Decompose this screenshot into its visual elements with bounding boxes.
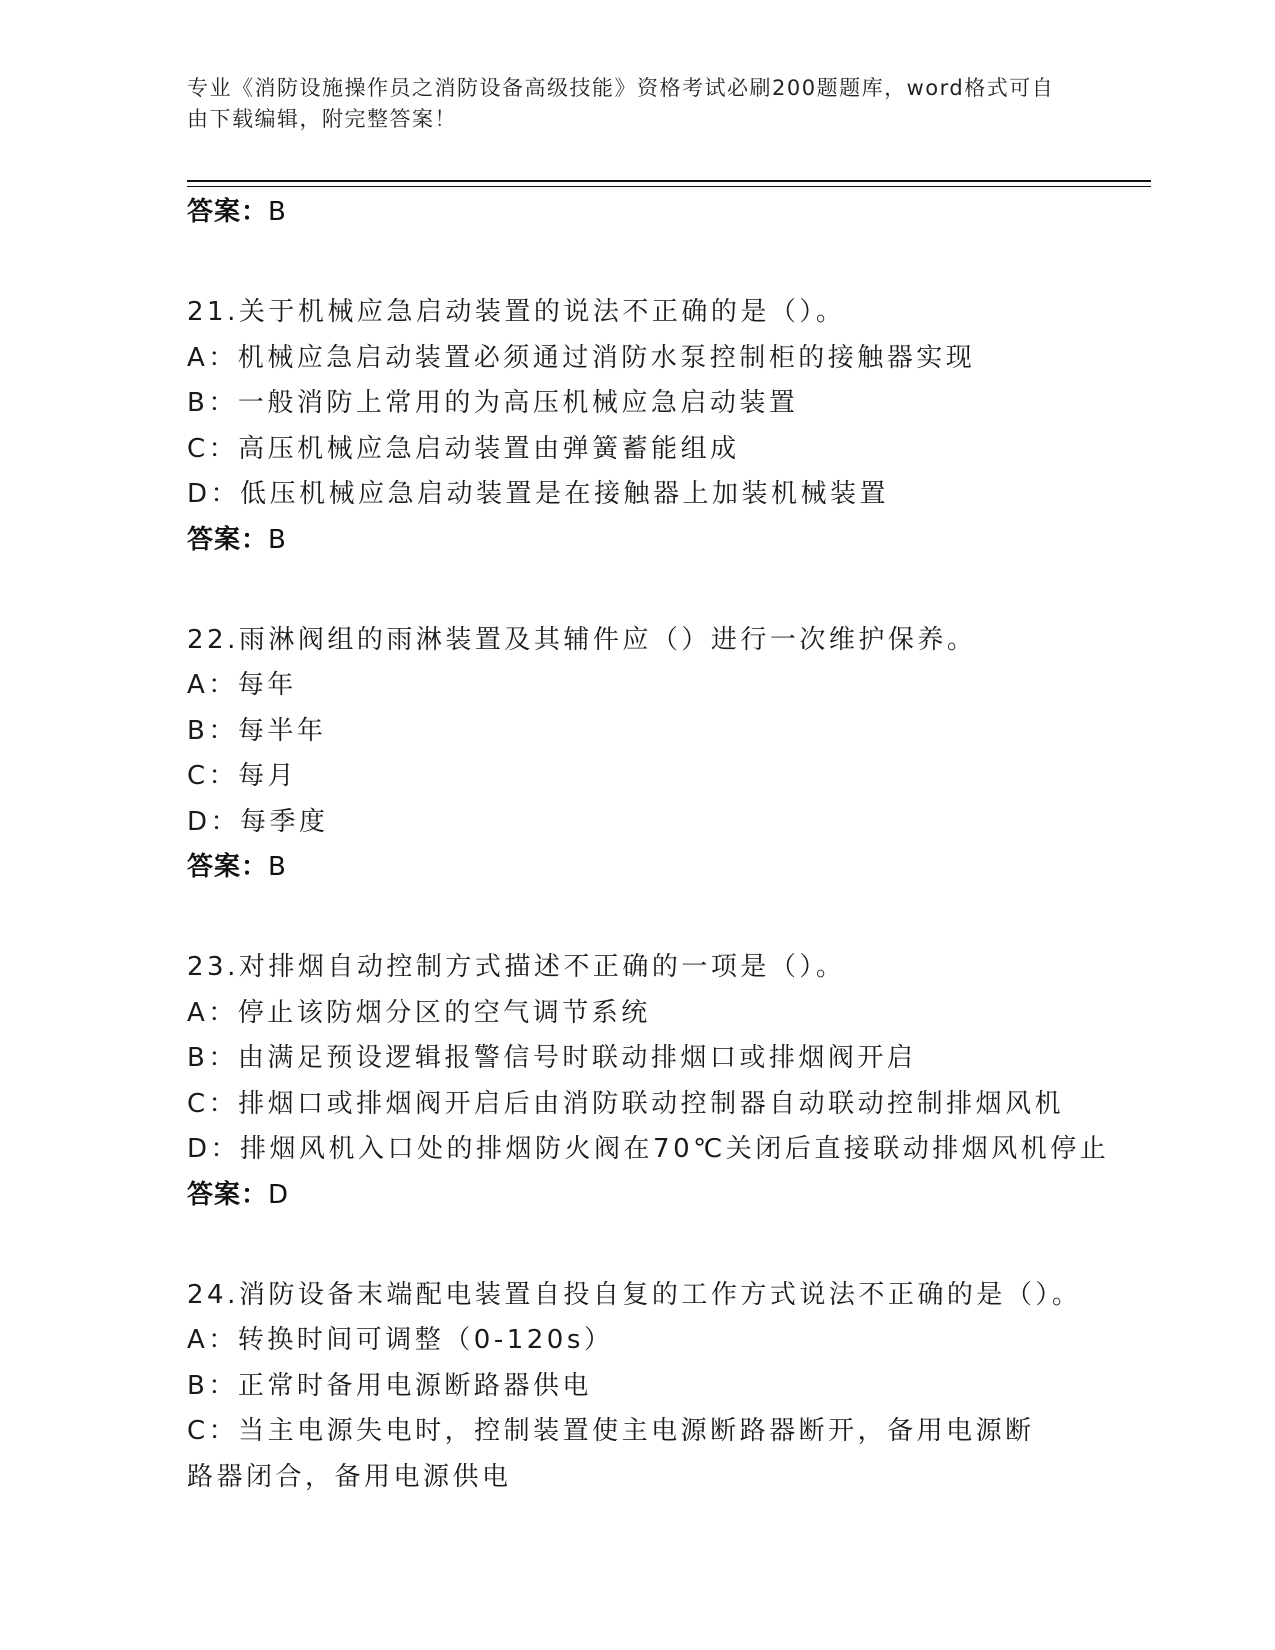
answer-value: B xyxy=(268,197,287,227)
question-21 xyxy=(187,290,1087,562)
question-stem: 22.雨淋阀组的雨淋装置及其辅件应（）进行一次维护保养。 xyxy=(187,624,977,655)
answer-line xyxy=(187,1173,1087,1217)
question-22 xyxy=(187,618,1087,890)
answer-label: 答案： xyxy=(187,1179,269,1210)
question-23 xyxy=(187,945,1110,1217)
answer-line xyxy=(187,518,1087,562)
document-header: 专业《消防设施操作员之消防设备高级技能》资格考试必刷200题题库，word格式可自由下载编辑，附完整答案！ xyxy=(187,76,1055,131)
answer-value: B xyxy=(268,524,287,555)
answer-line xyxy=(187,845,1087,889)
option-d: D：低压机械应急启动装置是在接触器上加装机械装置 xyxy=(187,479,890,509)
option-b: B：由满足预设逻辑报警信号时联动排烟口或排烟阀开启 xyxy=(187,1043,917,1073)
option-c: C：每月 xyxy=(187,761,298,791)
option-a: A：转换时间可调整（0-120s） xyxy=(187,1325,614,1355)
header-divider-thick xyxy=(187,180,1151,182)
answer-value: B xyxy=(268,852,287,882)
option-a: A：每年 xyxy=(187,670,297,700)
question-24 xyxy=(187,1273,1087,1501)
option-c: C：高压机械应急启动装置由弹簧蓄能组成 xyxy=(187,433,740,464)
option-d: D：排烟风机入口处的排烟防火阀在70℃关闭后直接联动排烟风机停止 xyxy=(187,1134,1110,1164)
question-stem: 24.消防设备末端配电装置自投自复的工作方式说法不正确的是（）。 xyxy=(187,1279,1082,1310)
option-a: A：停止该防烟分区的空气调节系统 xyxy=(187,997,651,1028)
option-b: B：一般消防上常用的为高压机械应急启动装置 xyxy=(187,388,799,418)
option-c: C：当主电源失电时，控制装置使主电源断路器断开，备用电源断路器闭合，备用电源供电 xyxy=(187,1416,1035,1492)
question-stem: 21.关于机械应急启动装置的说法不正确的是（）。 xyxy=(187,297,846,327)
question-list xyxy=(187,190,1110,1500)
answer-label: 答案： xyxy=(187,197,269,227)
option-a: A：机械应急启动装置必须通过消防水泵控制柜的接触器实现 xyxy=(187,342,976,373)
question-stem: 23.对排烟自动控制方式描述不正确的一项是（）。 xyxy=(187,952,846,982)
option-c: C：排烟口或排烟阀开启后由消防联动控制器自动联动控制排烟风机 xyxy=(187,1088,1065,1119)
answer-line xyxy=(187,190,1087,234)
answer-label: 答案： xyxy=(187,524,269,555)
header-divider-thin xyxy=(187,186,1151,187)
option-b: B：正常时备用电源断路器供电 xyxy=(187,1370,592,1401)
answer-label: 答案： xyxy=(187,852,269,882)
option-b: B：每半年 xyxy=(187,715,327,746)
answer-value: D xyxy=(268,1179,290,1210)
option-d: D：每季度 xyxy=(187,806,329,837)
